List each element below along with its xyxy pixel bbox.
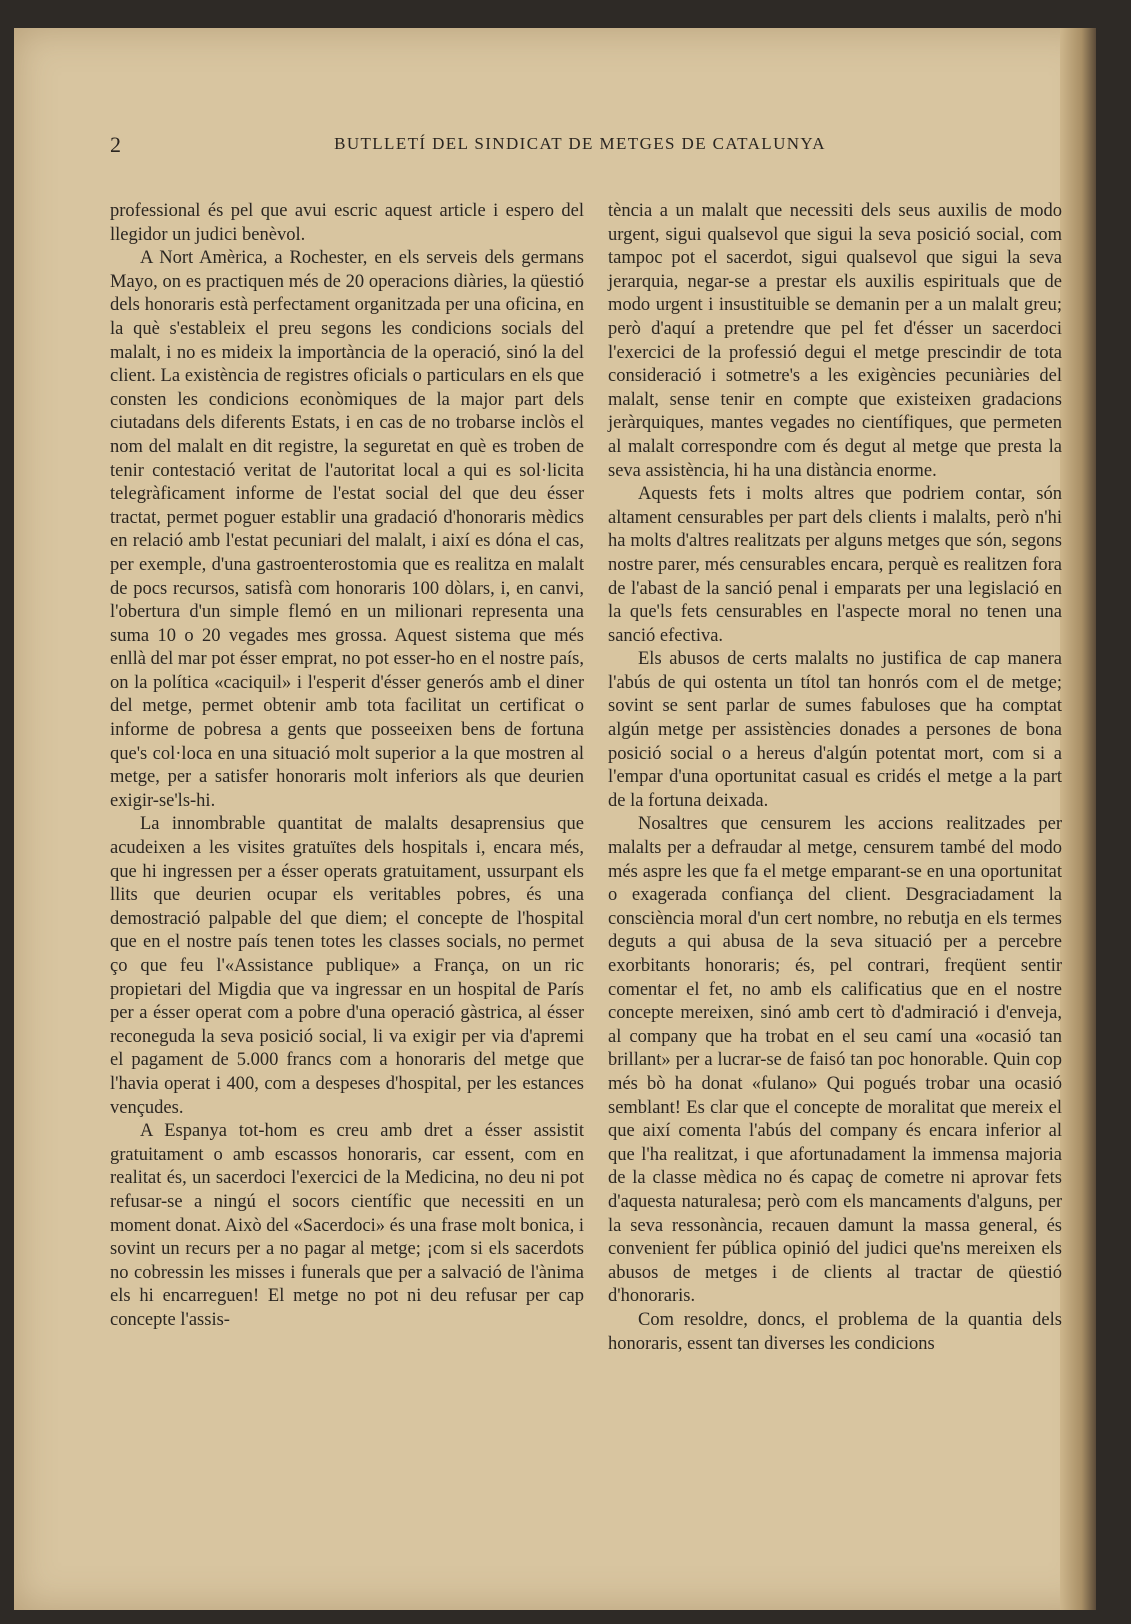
book-page [14, 28, 1096, 1610]
paragraph: Com resoldre, doncs, el problema de la quantia dels honoraris, essent tan diverses les condicions [608, 1309, 1062, 1354]
paragraph: tència a un malalt que necessiti dels seus auxilis de modo urgent, sigui qualsevol que sigui la seva posició social, com tampoc pot el sacerdot, sigui qualsevol que sigui la seva jerarquia, negar-se a prestar els auxilis espirituals que de modo urgent i insustituible se demanin per a un malalt greu; però d'aquí a pretendre que pel fet d'ésser un sacerdoci l'exercici de la professió degui el metge prescindir de tota consideració i sotmetre's a les exigències pecuniàries del malalt, sense tenir en compte que existeixen gradacions jeràrquiques, mantes vegades no científiques, que permeten al malalt correspondre com és degut al metge que presta la seva assistència, hi ha una distància enorme. [608, 201, 1062, 481]
left-column [110, 200, 584, 1333]
paragraph: A Espanya tot-hom es creu amb dret a ésser assistit gratuitament o amb escassos honoraris, car essent, com en realitat és, un sacerdoci l'exercici de la Medicina, no deu ni pot refusar-se a ningú el socors científic que necessiti en un moment donat. Això del «Sacerdoci» és una frase molt bonica, i sovint un recurs per a no pagar al metge; ¡com si els sacerdots no cobressin les misses i funerals que per a salvació de l'ànima els hi encarreguen! El metge no pot ni deu refusar per cap concepte l'assis- [110, 1121, 584, 1330]
page-number: 2 [110, 132, 121, 157]
book-spine-shadow [1060, 28, 1096, 1610]
paragraph: A Nort Amèrica, a Rochester, en els serveis dels germans Mayo, on es practiquen més de 20 operacions diàries, la qüestió dels honoraris està perfectament organitzada per una oficina, en la què s'estableix el preu segons les condicions socials del malalt, i no es mideix la importància de la operació, sinó la del client. La existència de registres oficials o particulars en els que consten les condicions econòmiques de la major part dels ciutadans dels diferents Estats, i en cas de no trobarse inclòs el nom del malalt en dit registre, la seguretat en què es troben de tenir contestació veritat de l'autoritat local a qui es sol·licita telegràficament informe de l'estat social del que deu ésser tractat, permet poguer establir una gradació d'honoraris mèdics en relació amb l'estat pecuniari del malalt, i així es dóna el cas, per exemple, d'una gastroenterostomia que es realitza en malalt de pocs recursos, satisfà com honoraris 100 dòlars, i, en canvi, l'obertura d'un simple flemó en un milionari representa una suma 10 o 20 vegades mes grossa. Aquest sistema que més enllà del mar pot ésser emprat, no pot esser-ho en el nostre país, on la política «caciquil» i l'esperit d'ésser generós amb el diner del metge, permet obtenir amb tota facilitat un certificat o informe de pobresa a gents que posseeixen bens de fortuna que's col·loca en una situació molt superior a la que mostren al metge, per a satisfer honoraris molt inferiors als que deurien exigir-se'ls-hi. [110, 248, 584, 811]
page-header [110, 132, 1050, 162]
paragraph: Aquests fets i molts altres que podriem contar, són altament censurables per part dels clients i malalts, però n'hi ha molts d'altres realitzats per alguns metges que són, segons nostre parer, més censurables encara, perquè es realitzen fora de l'abast de la sanció penal i emparats per una legislació en la que'ls fets censurables en l'aspecte moral no tenen una sanció efectiva. [608, 484, 1062, 646]
paragraph: professional és pel que avui escric aquest article i espero del llegidor un judici benèvol. [110, 201, 584, 245]
running-title: BUTLLETÍ DEL SINDICAT DE METGES DE CATALUNYA [334, 134, 826, 153]
right-column [608, 200, 1062, 1356]
paragraph: Els abusos de certs malalts no justifica de cap manera l'abús de qui ostenta un títol tan honrós com el de metge; sovint se sent parlar de sumes fabuloses que ha comptat algún metge per assistències donades a persones de bona posició social o a hereus d'algún potentat mort, com si a l'empar d'una oportunitat casual es cridés el metge a la part de la fortuna deixada. [608, 649, 1062, 811]
paragraph: La innombrable quantitat de malalts desaprensius que acudeixen a les visites gratuïtes dels hospitals i, encara més, que hi ingressen per a ésser operats gratuitament, ussurpant els llits que deurien ocupar els veritables pobres, és una demostració palpable del que diem; el concepte de l'hospital que en el nostre país tenen totes les classes socials, no permet ço que feu l'«Assistance publique» a França, on un ric propietari del Migdia que va ingressar en un hospital de París per a ésser operat com a pobre d'una operació gàstrica, al ésser reconeguda la seva posició social, li va exigir per via d'apremi el pagament de 5.000 francs com a honoraris del metge que l'havia operat i 400, com a despeses d'hospital, per les estances vençudes. [110, 814, 584, 1118]
paragraph: Nosaltres que censurem les accions realitzades per malalts per a defraudar al metge, censurem també del modo més aspre les que fa el metge emparant-se en una oportunitat o exagerada confiança del client. Desgraciadament la consciència moral d'un cert nombre, no rebutja en els termes deguts a qui abusa de la seva situació per a percebre exorbitants honoraris; és, pel contrari, freqüent sentir comentar el fet, no amb els calificatius que en el nostre concepte mereixen, sinó amb cert tò d'admiració i d'enveja, al company que ha trobat en el seu camí una «ocasió tan brillant» per a lucrar-se de faisó tan poc honorable. Quin cop més bò ha donat «fulano» Qui pogués trobar una ocasió semblant! Es clar que el concepte de moralitat que mereix el que així comenta l'abús del company és encara inferior al que l'ha realitzat, i que afortunadament la immensa majoria de la classe mèdica no és capaç de cometre ni aprovar fets d'aquesta naturalesa; però com els mancaments d'alguns, per la seva ressonància, recauen damunt la massa general, és convenient fer pública opinió del judici que'ns mereixen els abusos de metges i de clients al tractar de qüestió d'honoraris. [608, 814, 1062, 1307]
